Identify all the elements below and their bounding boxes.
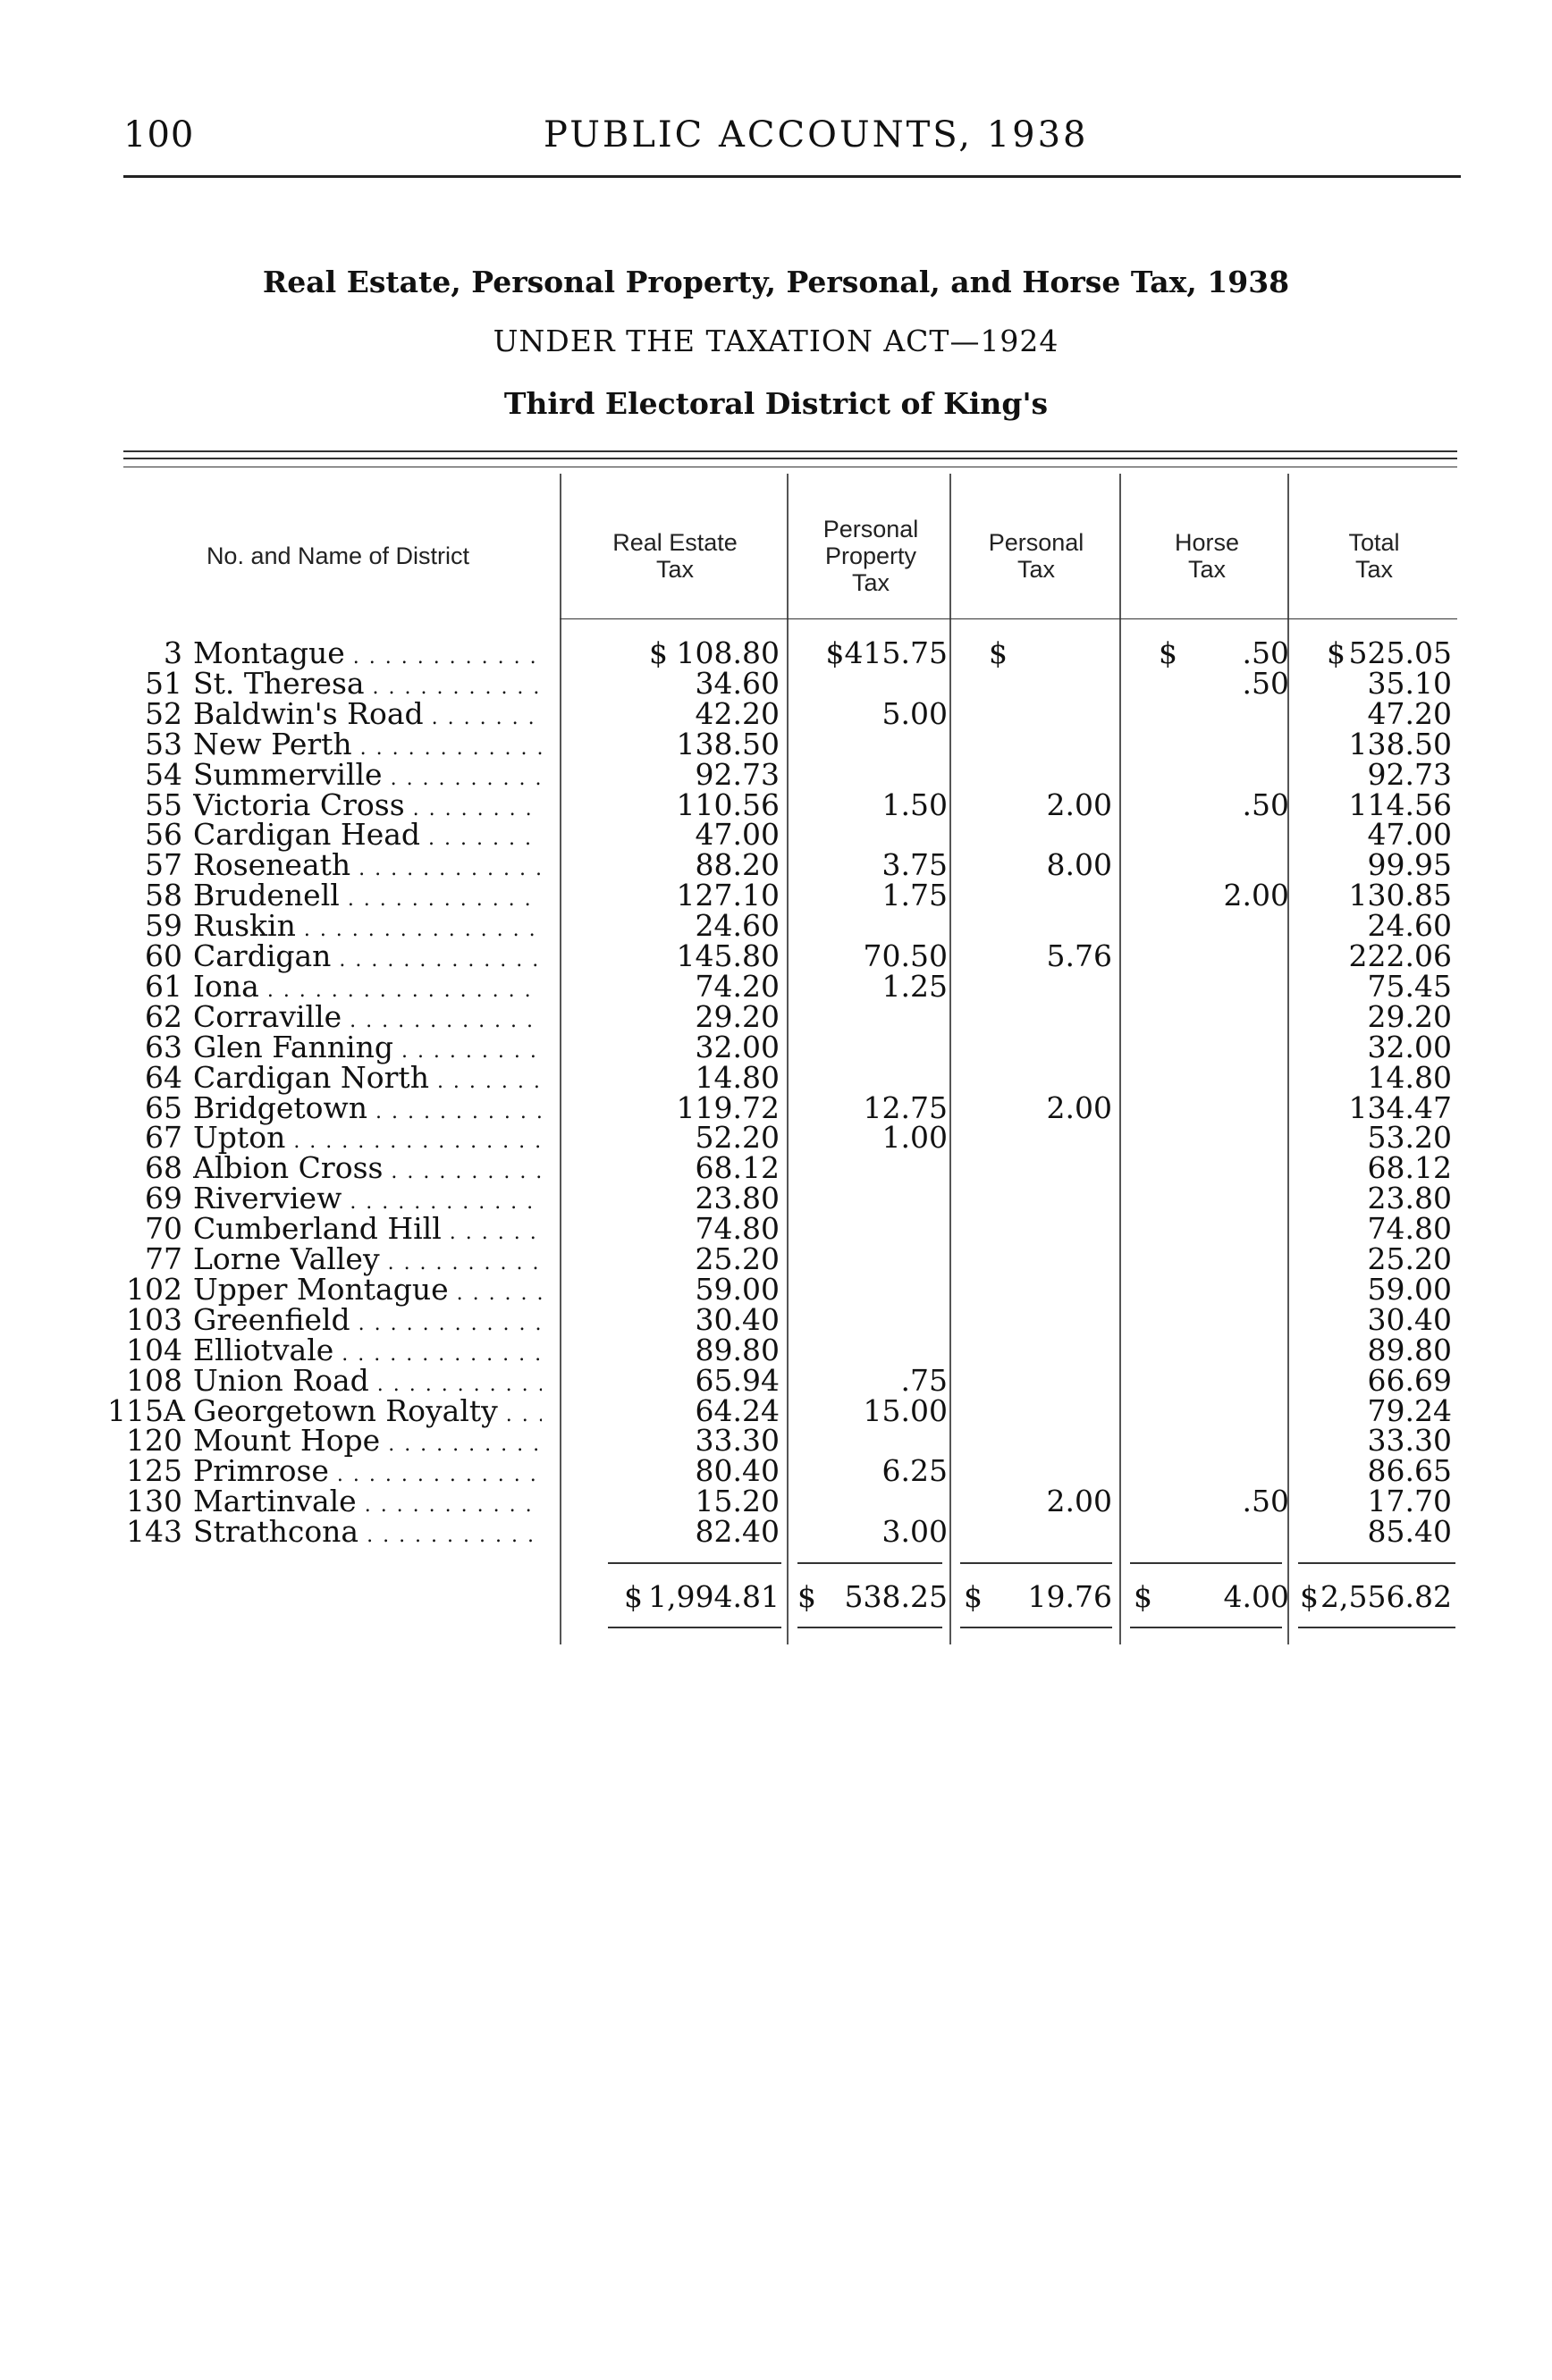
table-row — [0, 635, 1552, 670]
col-header-real-estate — [563, 493, 787, 618]
col-header-personal-property-line3: Tax — [851, 569, 890, 596]
district-name: Upton . . . — [193, 1123, 542, 1157]
district-number: 3 — [164, 635, 182, 670]
district-name: Upper Montague . . . — [193, 1274, 542, 1309]
table-row — [0, 1150, 1552, 1186]
district-name: Elliotvale . . . — [193, 1335, 542, 1370]
page-number: 100 — [123, 114, 195, 156]
district-number: 60 — [145, 938, 182, 973]
district-name: Cardigan . . . — [193, 941, 542, 976]
table-row — [0, 880, 1552, 911]
running-head — [123, 114, 1464, 168]
real-estate-tax: 82.40 — [695, 1514, 780, 1550]
col-header-horse-line2: Tax — [1187, 556, 1227, 583]
totals-row — [0, 1579, 1552, 1614]
district-number: 61 — [145, 968, 182, 1004]
district-name: Greenfield . . . — [193, 1305, 542, 1340]
table-top-rule-2 — [123, 458, 1457, 459]
district-name: Cardigan North . . . — [193, 1063, 542, 1097]
real-estate-tax: 47.00 — [695, 817, 780, 853]
total-personal-property: 538.25 — [844, 1579, 948, 1614]
district-number: 54 — [145, 756, 182, 792]
district-number: 69 — [145, 1181, 182, 1216]
personal-property-tax: 70.50 — [863, 938, 948, 973]
table-row — [0, 1486, 1552, 1517]
total-tax: 134.47 — [1348, 1089, 1452, 1125]
district-number: 56 — [145, 817, 182, 853]
real-estate-tax: 138.50 — [676, 726, 780, 761]
personal-property-tax: 1.50 — [881, 786, 948, 822]
real-estate-tax: 145.80 — [676, 938, 780, 973]
real-estate-tax: 92.73 — [695, 756, 780, 792]
district-name: St. Theresa . . . — [193, 669, 542, 703]
table-row — [0, 1029, 1552, 1064]
table-row — [0, 786, 1552, 822]
table-row — [0, 1362, 1552, 1398]
header-bottom-rule — [560, 618, 1457, 619]
table-row — [0, 847, 1552, 883]
district-number: 115A — [107, 1392, 185, 1428]
total-tax: 74.80 — [1367, 1211, 1452, 1247]
currency-symbol: $ — [964, 1579, 983, 1614]
total-tax: 33.30 — [1367, 1423, 1452, 1459]
horse-tax: .50 — [1242, 665, 1289, 701]
table-row — [0, 1514, 1552, 1550]
total-tax: 25.20 — [1367, 1241, 1452, 1276]
table-row — [0, 938, 1552, 973]
col-header-total — [1289, 493, 1459, 618]
district-number: 70 — [145, 1211, 182, 1247]
district-number: 52 — [145, 695, 182, 731]
district-number: 108 — [126, 1362, 182, 1398]
table-row — [0, 1183, 1552, 1214]
district-name: Strathcona . . . — [193, 1517, 542, 1552]
running-title: PUBLIC ACCOUNTS, 1938 — [544, 114, 1089, 156]
personal-property-tax: 1.75 — [881, 878, 948, 913]
district-number: 53 — [145, 726, 182, 761]
district-name: Mount Hope . . . — [193, 1425, 542, 1460]
total-tax: 30.40 — [1367, 1301, 1452, 1337]
currency-symbol-real-estate: $ — [649, 635, 668, 670]
sum-rule-personal-property — [797, 1562, 942, 1564]
total-tax: 14.80 — [1367, 1059, 1452, 1095]
real-estate-tax: 65.94 — [695, 1362, 780, 1398]
district-number: 57 — [145, 847, 182, 883]
table-row — [0, 726, 1552, 761]
personal-tax: 2.00 — [1046, 1089, 1112, 1125]
col-header-horse-line1: Horse — [1174, 529, 1240, 556]
table-title: Real Estate, Personal Property, Personal, and Horse Tax, 1938 — [262, 265, 1290, 299]
personal-property-tax: 1.25 — [881, 968, 948, 1004]
district-name: New Perth . . . — [193, 729, 542, 764]
table-row — [0, 1332, 1552, 1367]
real-estate-tax: 74.80 — [695, 1211, 780, 1247]
real-estate-tax: 33.30 — [695, 1423, 780, 1459]
col-header-horse — [1121, 493, 1293, 618]
sum-rule-bottom — [1298, 1627, 1455, 1628]
personal-property-tax: 5.00 — [881, 695, 948, 731]
district-name: Union Road . . . — [193, 1366, 542, 1400]
real-estate-tax: 52.20 — [695, 1120, 780, 1156]
sum-rule-bottom — [608, 1627, 781, 1628]
real-estate-tax: 119.72 — [676, 1089, 780, 1125]
personal-tax: 2.00 — [1046, 1484, 1112, 1519]
table-row — [0, 1453, 1552, 1489]
district-number: 67 — [145, 1120, 182, 1156]
personal-property-tax: $415.75 — [825, 635, 948, 670]
total-tax: 59.00 — [1367, 1271, 1452, 1307]
total-tax: 66.69 — [1367, 1362, 1452, 1398]
col-header-personal — [951, 493, 1121, 618]
table-row — [0, 665, 1552, 701]
col-header-real-estate-line2: Tax — [655, 556, 695, 583]
horse-tax: 2.00 — [1223, 878, 1289, 913]
real-estate-tax: 32.00 — [695, 1029, 780, 1064]
real-estate-tax: 88.20 — [695, 847, 780, 883]
district-number: 59 — [145, 908, 182, 944]
personal-property-tax: 3.00 — [881, 1514, 948, 1550]
personal-property-tax: .75 — [900, 1362, 948, 1398]
district-number: 58 — [145, 878, 182, 913]
total-tax: 79.24 — [1367, 1392, 1452, 1428]
district-name: Corraville . . . — [193, 1002, 542, 1037]
district-number: 143 — [126, 1514, 182, 1550]
col-header-total-line2: Tax — [1354, 556, 1394, 583]
total-tax: 23.80 — [1367, 1181, 1452, 1216]
horse-tax: .50 — [1242, 1484, 1289, 1519]
total-real-estate: 1,994.81 — [648, 1579, 780, 1614]
table-row — [0, 1120, 1552, 1156]
col-header-real-estate-line1: Real Estate — [612, 529, 738, 556]
sum-rule-bottom — [797, 1627, 942, 1628]
total-tax: 32.00 — [1367, 1029, 1452, 1064]
district-number: 77 — [145, 1241, 182, 1276]
col-header-personal-line1: Personal — [988, 529, 1084, 556]
district-number: 55 — [145, 786, 182, 822]
table-row — [0, 695, 1552, 731]
real-estate-tax: 64.24 — [695, 1392, 780, 1428]
col-header-personal-property — [790, 493, 951, 618]
col-header-personal-property-line1: Personal — [822, 516, 919, 542]
total-tax: 47.20 — [1367, 695, 1452, 731]
currency-symbol: $ — [1300, 1579, 1319, 1614]
table-row — [0, 1423, 1552, 1459]
table-row — [0, 817, 1552, 853]
real-estate-tax: 89.80 — [695, 1332, 780, 1367]
total-tax: 35.10 — [1367, 665, 1452, 701]
total-tax: 99.95 — [1367, 847, 1452, 883]
district-name: Brudenell . . . — [193, 880, 542, 915]
personal-property-tax: 1.00 — [881, 1120, 948, 1156]
district-name: Baldwin's Road . . . — [193, 699, 542, 734]
table-row — [0, 1301, 1552, 1337]
table-row — [0, 1271, 1552, 1307]
district-name: Lorne Valley . . . — [193, 1244, 542, 1279]
total-personal: 19.76 — [1027, 1579, 1112, 1614]
district-number: 63 — [145, 1029, 182, 1064]
real-estate-tax: 24.60 — [695, 908, 780, 944]
total-horse: 4.00 — [1223, 1579, 1289, 1614]
district-name: Albion Cross . . . — [193, 1153, 542, 1188]
table-row — [0, 1089, 1552, 1125]
district-name: Glen Fanning . . . — [193, 1032, 542, 1067]
total-grand: 2,556.82 — [1320, 1579, 1452, 1614]
real-estate-tax: 23.80 — [695, 1181, 780, 1216]
district-name: Cumberland Hill . . . — [193, 1214, 542, 1249]
district-name: Primrose . . . — [193, 1456, 542, 1491]
district-name: Montague . . . — [193, 638, 542, 673]
district-name: Martinvale . . . — [193, 1486, 542, 1521]
total-tax: 68.12 — [1367, 1150, 1452, 1186]
real-estate-tax: 15.20 — [695, 1484, 780, 1519]
sum-rule-real-estate — [608, 1562, 781, 1564]
district-name: Bridgetown . . . — [193, 1093, 542, 1128]
total-tax: 53.20 — [1367, 1120, 1452, 1156]
district-number: 125 — [126, 1453, 182, 1489]
total-tax: 24.60 — [1367, 908, 1452, 944]
total-tax: 86.65 — [1367, 1453, 1452, 1489]
table-row — [0, 1392, 1552, 1428]
horse-tax: .50 — [1242, 786, 1289, 822]
col-header-personal-line2: Tax — [1016, 556, 1056, 583]
real-estate-tax: 34.60 — [695, 665, 780, 701]
total-tax: 525.05 — [1348, 635, 1452, 670]
total-tax: 29.20 — [1367, 998, 1452, 1034]
district-name: Victoria Cross . . . — [193, 790, 542, 825]
district-number: 65 — [145, 1089, 182, 1125]
personal-property-tax: 3.75 — [881, 847, 948, 883]
district-name: Riverview . . . — [193, 1183, 542, 1218]
sum-rule-bottom — [960, 1627, 1112, 1628]
col-header-district-label: No. and Name of District — [206, 542, 470, 569]
personal-property-tax: 6.25 — [881, 1453, 948, 1489]
currency-symbol-total: $ — [1327, 635, 1345, 670]
district-number: 130 — [126, 1484, 182, 1519]
total-tax: 114.56 — [1348, 786, 1452, 822]
horse-tax: .50 — [1242, 635, 1289, 670]
currency-symbol-horse: $ — [1159, 635, 1177, 670]
real-estate-tax: 68.12 — [695, 1150, 780, 1186]
district-name: Roseneath . . . — [193, 850, 542, 885]
total-tax: 130.85 — [1348, 878, 1452, 913]
real-estate-tax: 108.80 — [676, 635, 780, 670]
col-header-district — [125, 493, 551, 618]
table-row — [0, 1059, 1552, 1095]
table-subtitle: UNDER THE TAXATION ACT—1924 — [493, 324, 1059, 358]
district-number: 51 — [145, 665, 182, 701]
col-header-personal-property-line2: Property — [824, 542, 917, 569]
currency-symbol: $ — [797, 1579, 816, 1614]
real-estate-tax: 127.10 — [676, 878, 780, 913]
header-rule — [123, 175, 1461, 178]
district-number: 120 — [126, 1423, 182, 1459]
real-estate-tax: 29.20 — [695, 998, 780, 1034]
real-estate-tax: 59.00 — [695, 1271, 780, 1307]
district-number: 62 — [145, 998, 182, 1034]
district-name: Iona . . . — [193, 971, 542, 1006]
total-tax: 138.50 — [1348, 726, 1452, 761]
district-number: 68 — [145, 1150, 182, 1186]
currency-symbol: $ — [624, 1579, 643, 1614]
currency-symbol-personal: $ — [989, 635, 1008, 670]
district-title: Third Electoral District of King's — [503, 386, 1049, 421]
real-estate-tax: 30.40 — [695, 1301, 780, 1337]
currency-symbol: $ — [1134, 1579, 1152, 1614]
table-row — [0, 1241, 1552, 1276]
district-number: 64 — [145, 1059, 182, 1095]
sum-rule-total — [1298, 1562, 1455, 1564]
sum-rule-bottom — [1130, 1627, 1282, 1628]
total-tax: 17.70 — [1367, 1484, 1452, 1519]
total-tax: 47.00 — [1367, 817, 1452, 853]
real-estate-tax: 42.20 — [695, 695, 780, 731]
table-row — [0, 968, 1552, 1004]
table-row — [0, 908, 1552, 944]
total-tax: 89.80 — [1367, 1332, 1452, 1367]
district-number: 102 — [126, 1271, 182, 1307]
personal-tax: 2.00 — [1046, 786, 1112, 822]
sum-rule-horse — [1130, 1562, 1282, 1564]
district-name: Cardigan Head . . . — [193, 820, 542, 854]
district-name: Ruskin . . . — [193, 911, 542, 946]
district-name: Georgetown Royalty . . . — [193, 1396, 542, 1431]
col-header-total-line1: Total — [1348, 529, 1400, 556]
district-name: Summerville . . . — [193, 760, 542, 795]
personal-property-tax: 12.75 — [863, 1089, 948, 1125]
total-tax: 92.73 — [1367, 756, 1452, 792]
total-tax: 85.40 — [1367, 1514, 1452, 1550]
real-estate-tax: 110.56 — [676, 786, 780, 822]
table-row — [0, 756, 1552, 792]
real-estate-tax: 80.40 — [695, 1453, 780, 1489]
table-top-rule — [123, 450, 1457, 452]
district-number: 104 — [126, 1332, 182, 1367]
district-number: 103 — [126, 1301, 182, 1337]
total-tax: 75.45 — [1367, 968, 1452, 1004]
table-row — [0, 998, 1552, 1034]
total-tax: 222.06 — [1348, 938, 1452, 973]
personal-property-tax: 15.00 — [863, 1392, 948, 1428]
sum-rule-personal — [960, 1562, 1112, 1564]
table-row — [0, 1211, 1552, 1247]
real-estate-tax: 74.20 — [695, 968, 780, 1004]
real-estate-tax: 25.20 — [695, 1241, 780, 1276]
personal-tax: 5.76 — [1046, 938, 1112, 973]
personal-tax: 8.00 — [1046, 847, 1112, 883]
real-estate-tax: 14.80 — [695, 1059, 780, 1095]
